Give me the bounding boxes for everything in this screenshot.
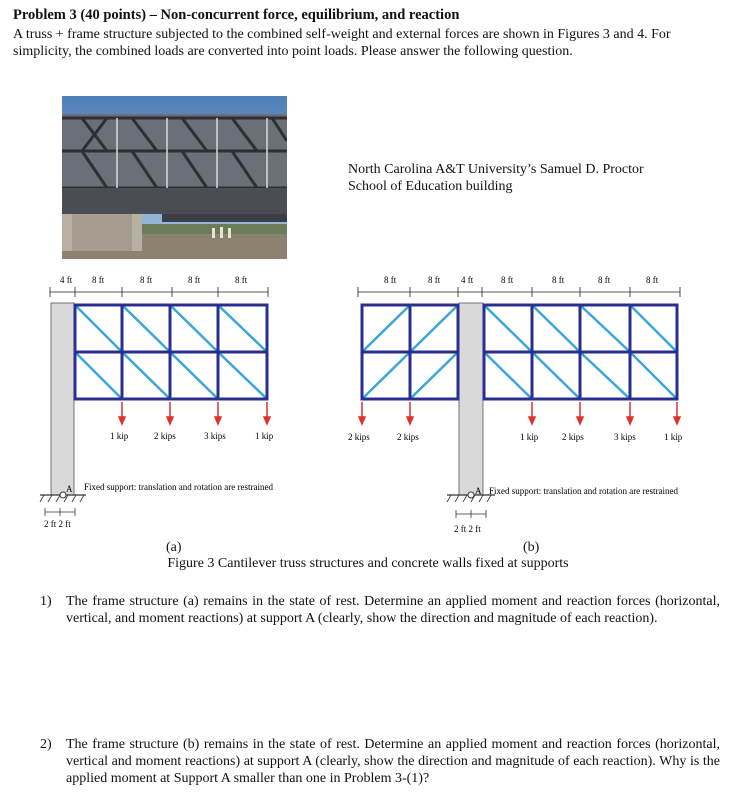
truss-a bbox=[75, 305, 267, 399]
base-dims-b: 2 ft 2 ft bbox=[454, 524, 481, 534]
dim-b-left-1: 8 ft bbox=[428, 275, 441, 285]
dim-a-0: 4 ft bbox=[60, 275, 73, 285]
load-b-left-1: 2 kips bbox=[397, 432, 419, 442]
dim-b-right-1: 8 ft bbox=[552, 275, 565, 285]
figure-a bbox=[30, 270, 320, 535]
truss-b-left bbox=[362, 305, 458, 399]
load-a-0: 1 kip bbox=[110, 431, 129, 441]
load-a-3: 1 kip bbox=[255, 431, 274, 441]
question-2 bbox=[40, 736, 720, 787]
building-photo bbox=[62, 96, 287, 259]
dim-a-1: 8 ft bbox=[92, 275, 105, 285]
dim-a-2: 8 ft bbox=[140, 275, 153, 285]
figure-caption: Figure 3 Cantilever truss structures and concrete walls fixed at supports bbox=[167, 556, 569, 571]
building-caption-line2: School of Education building bbox=[348, 179, 513, 194]
question-2-text: The frame structure (b) remains in the state of rest. Determine an applied moment and reaction forces (horizontal, vertical and moment reactions) at support A (clearly, show the direction and magnitude of each reaction). Why is the applied moment at Support A smaller than one in Problem 3-(1)? bbox=[66, 737, 720, 786]
question-1-number: 1) bbox=[40, 594, 52, 609]
load-a-2: 3 kips bbox=[204, 431, 226, 441]
load-b-right-1: 2 kips bbox=[562, 432, 584, 442]
dim-b-right-2: 8 ft bbox=[598, 275, 611, 285]
dim-b-right-3: 8 ft bbox=[646, 275, 659, 285]
load-b-right-2: 3 kips bbox=[614, 432, 636, 442]
load-b-left-0: 2 kips bbox=[348, 432, 370, 442]
load-a-1: 2 kips bbox=[154, 431, 176, 441]
base-dims-a: 2 ft 2 ft bbox=[44, 519, 71, 529]
dim-b-mid: 4 ft bbox=[461, 275, 474, 285]
dim-b-left-0: 8 ft bbox=[384, 275, 397, 285]
building-caption-line1: North Carolina A&T University’s Samuel D. Proctor bbox=[348, 162, 644, 177]
support-b-label: A bbox=[475, 486, 482, 496]
support-a-text: Fixed support: translation and rotation are restrained bbox=[84, 482, 273, 492]
figure-a-label: (a) bbox=[166, 540, 182, 555]
load-b-right-0: 1 kip bbox=[520, 432, 539, 442]
loads-b bbox=[359, 402, 680, 424]
problem-intro: A truss + frame structure subjected to the combined self-weight and external forces are shown in Figures 3 and 4. For simplicity, the combined loads are converted into point loads. Please answer the following question. bbox=[13, 27, 671, 59]
truss-b-right bbox=[484, 305, 677, 399]
concrete-wall-b bbox=[459, 303, 483, 495]
question-1-text: The frame structure (a) remains in the state of rest. Determine an applied moment and reaction forces (horizontal, vertical, and moment reactions) at support A (clearly, show the direction and magnitude of each reaction). bbox=[66, 594, 720, 626]
problem-title: Problem 3 (40 points) – Non-concurrent force, equilibrium, and reaction bbox=[13, 7, 460, 23]
fixed-support-a bbox=[40, 492, 86, 516]
figure-b-label: (b) bbox=[523, 540, 540, 555]
building-caption bbox=[348, 161, 644, 195]
dim-a-3: 8 ft bbox=[188, 275, 201, 285]
dim-a-4: 8 ft bbox=[235, 275, 248, 285]
dim-b-right-0: 8 ft bbox=[501, 275, 514, 285]
question-1 bbox=[40, 593, 720, 627]
figure-b bbox=[340, 270, 730, 535]
load-b-right-3: 1 kip bbox=[664, 432, 683, 442]
dimension-line-b bbox=[358, 287, 680, 297]
question-2-number: 2) bbox=[40, 737, 52, 752]
support-b-text: Fixed support: translation and rotation are restrained bbox=[489, 486, 678, 496]
dimension-line-a bbox=[50, 287, 268, 297]
fixed-support-b bbox=[447, 492, 495, 518]
support-a-label: A bbox=[66, 484, 73, 494]
loads-a bbox=[119, 402, 270, 424]
concrete-wall-a bbox=[51, 303, 74, 495]
